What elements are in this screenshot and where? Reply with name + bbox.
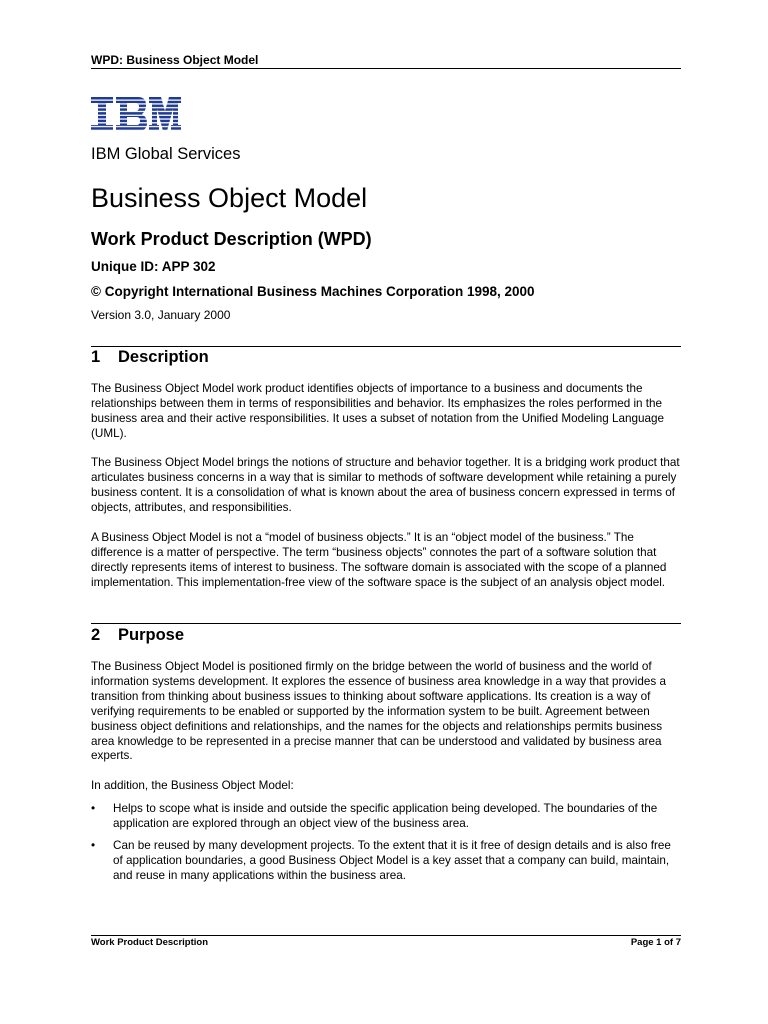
copyright-notice: © Copyright International Business Machines Corporation 1998, 2000 <box>91 284 535 299</box>
paragraph: The Business Object Model is positioned firmly on the bridge between the world of business and the world of information systems development. It explores the essence of business area knowledge in a way that provides a transition from thinking about business issues to thinking about software applications. Its creation is a way of verifying requirements to be enabled or supported by the information system to be built. Agreement between business object definitions and relationships, and the names for the objects and relationships permits business area knowledge to be represented in a precise manner that can be understood and validated by business area experts. <box>91 660 666 763</box>
paragraph: In addition, the Business Object Model: <box>91 779 294 792</box>
version-line: Version 3.0, January 2000 <box>91 308 231 322</box>
bullet-text: Can be reused by many development projects. To the extent that it is it free of design details and is also free of application boundaries, a good Business Object Model is a key asset that a company can build, maintain, and reuse in many applications within the business area. <box>113 839 671 882</box>
document-title: Business Object Model <box>91 183 368 213</box>
section-number: 1 <box>91 348 101 366</box>
section-number: 2 <box>91 626 101 644</box>
document-subtitle: Work Product Description (WPD) <box>91 229 372 249</box>
paragraph: A Business Object Model is not a “model of business objects.” It is an “object model of the business.” The difference is a matter of perspective. The term “business objects” connotes the part of a software solution that directly represents items of interest to business. The software domain is associated with the scope of a planned implementation. This implementation-free view of the software space is the subject of an analysis object model. <box>91 531 667 589</box>
paragraph: The Business Object Model brings the notions of structure and behavior together. It is a bridging work product that articulates business concerns in a way that is similar to methods of software development while retaining a purely business content. It is a consolidation of what is known about the area of business concern expressed in terms of objects, attributes, and responsibilities. <box>91 456 680 514</box>
header-rule <box>91 68 681 69</box>
organization-name: IBM Global Services <box>91 145 241 163</box>
bullet-text: Helps to scope what is inside and outside the specific application being developed. The boundaries of the application are explored through an object view of the business area. <box>113 802 658 830</box>
unique-id: Unique ID: APP 302 <box>91 259 216 274</box>
bullet-icon: • <box>91 802 96 815</box>
section-heading-description <box>91 348 209 367</box>
running-header: WPD: Business Object Model <box>91 53 259 67</box>
section-title: Purpose <box>118 626 185 644</box>
paragraph: The Business Object Model work product identifies objects of importance to a business and documents the relationships between them in terms of responsibilities and behavior. Its emphasizes the roles performed in the business area and their active responsibilities. It uses a subset of notation from the Unified Modeling Language (UML). <box>91 382 665 440</box>
footer-label: Work Product Description <box>91 937 209 948</box>
section-rule <box>91 346 681 347</box>
ibm-logo <box>91 97 181 131</box>
section-title: Description <box>118 348 209 366</box>
page-number: Page 1 of 7 <box>630 937 681 948</box>
footer-rule <box>91 935 681 936</box>
bullet-icon: • <box>91 839 96 852</box>
section-rule <box>91 623 681 624</box>
section-heading-purpose <box>91 626 184 645</box>
